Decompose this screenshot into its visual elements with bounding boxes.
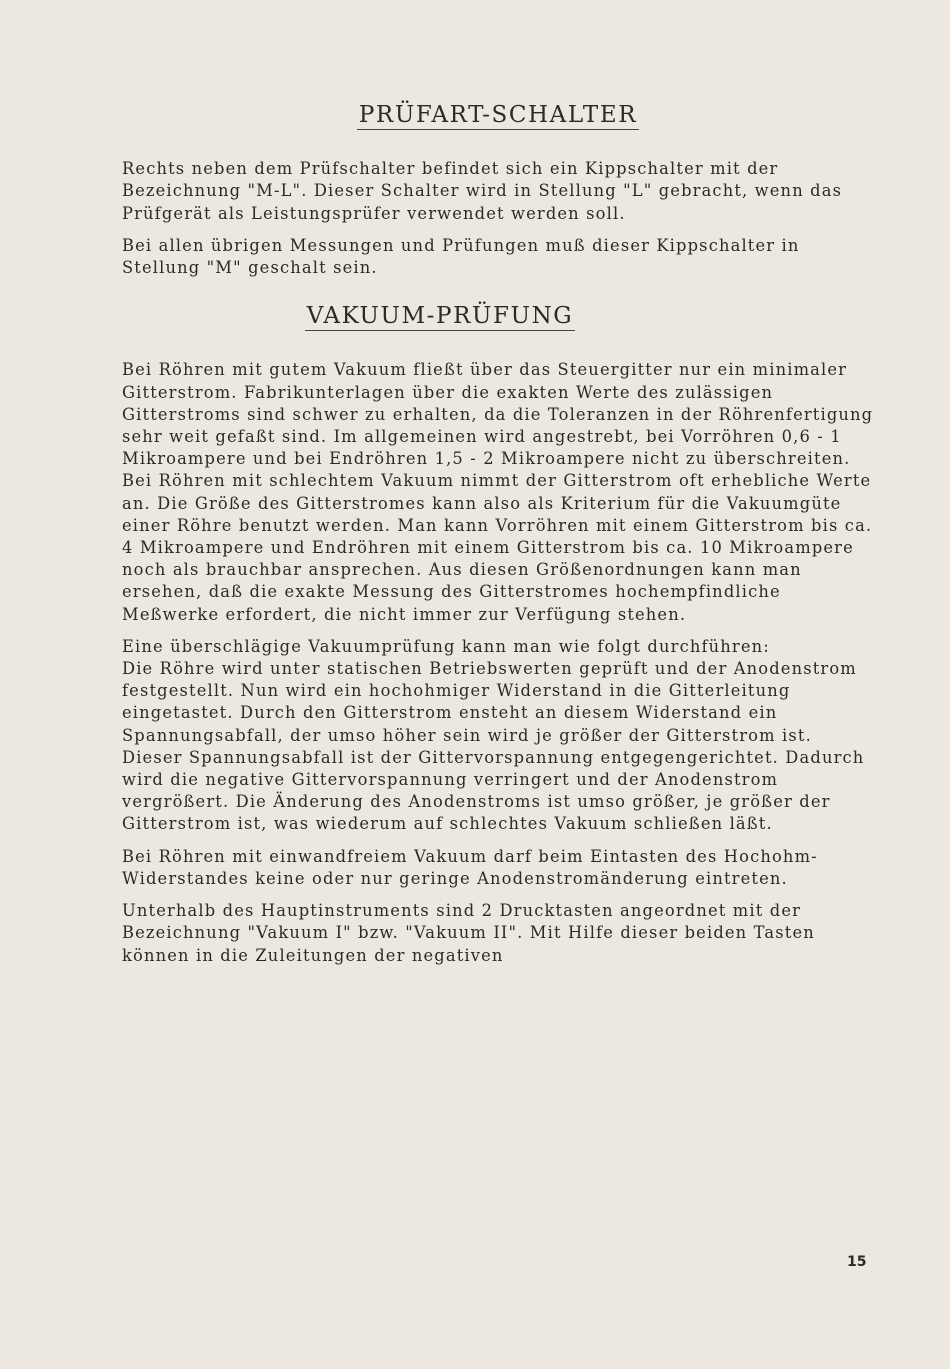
paragraph: Rechts neben dem Prüfschalter befindet sich ein Kippschalter mit der Bezeichnung "M-L". Dieser Schalter wird in Stellung "L" gebracht, wenn das Prüfgerät als Leistungsprüfer verwendet werden soll. [122, 159, 843, 223]
paragraph: Bei Röhren mit einwandfreiem Vakuum darf beim Eintasten des Hochohm-Widerstandes keine oder nur geringe Anodenstromänderung eintreten. [122, 846, 818, 888]
section-title-text: VAKUUM-PRÜFUNG [305, 305, 576, 331]
page-number: 15 [847, 1254, 867, 1270]
paragraph: Die Röhre wird unter statischen Betriebswerten geprüft und der Anodenstrom festgestellt. Nun wird ein hochohmiger Widerstand in die Gitterleitung eingetastet. Durch den Gitterstrom ensteht an diesem Widerstand ein Spannungsabfall, der umso höher sein wird je größer der Gitterstrom ist. Dieser Spannungsabfall ist der Gittervorspannung entgegengerichtet. Dadurch wird die negative Gittervorspannung verringert und der Anodenstrom vergrößert. Die Änderung des Anodenstroms ist umso größer, je größer der Gitterstrom ist, was wiederum auf schlechtes Vakuum schließen läßt. [122, 659, 865, 834]
section-title-text: PRÜFART-SCHALTER [357, 104, 639, 130]
paragraph: Unterhalb des Hauptinstruments sind 2 Drucktasten angeordnet mit der Bezeichnung "Vakuum I" bzw. "Vakuum II". Mit Hilfe dieser beiden Tasten können in die Zuleitungen der negativen [122, 901, 815, 965]
paragraph: Bei Röhren mit schlechtem Vakuum nimmt der Gitterstrom oft erhebliche Werte an. Die Größe des Gitterstromes kann also als Kriterium für die Vakuumgüte einer Röhre benutzt werden. Man kann Vorröhren mit einem Gitterstrom bis ca. 4 Mikroampere und Endröhren mit einem Gitterstrom bis ca. 10 Mikroampere noch als brauchbar ansprechen. Aus diesen Größenordnungen kann man ersehen, daß die exakte Messung des Gitterstromes hochempfindliche Meßwerke erfordert, die nicht immer zur Verfügung stehen. [122, 471, 873, 624]
page-content [122, 100, 874, 977]
section-title-vakuum-pruefung [64, 305, 816, 331]
paragraph: Bei Röhren mit gutem Vakuum fließt über das Steuergitter nur ein minimaler Gitterstrom. Fabrikunterlagen über die exakten Werte des zulässigen Gitterstroms sind schwer zu erhalten, da die Toleranzen in der Röhrenfertigung sehr weit gefaßt sind. Im allgemeinen wird angestrebt, bei Vorröhren 0,6 - 1 Mikroampere und bei Endröhren 1,5 - 2 Mikroampere nicht zu überschreiten. [122, 360, 874, 469]
paragraph: Eine überschlägige Vakuumprüfung kann man wie folgt durchführen: [122, 636, 770, 656]
paragraph: Bei allen übrigen Messungen und Prüfungen muß dieser Kippschalter in Stellung "M" geschalt sein. [122, 235, 800, 278]
section-title-pruefart-schalter [122, 104, 874, 130]
